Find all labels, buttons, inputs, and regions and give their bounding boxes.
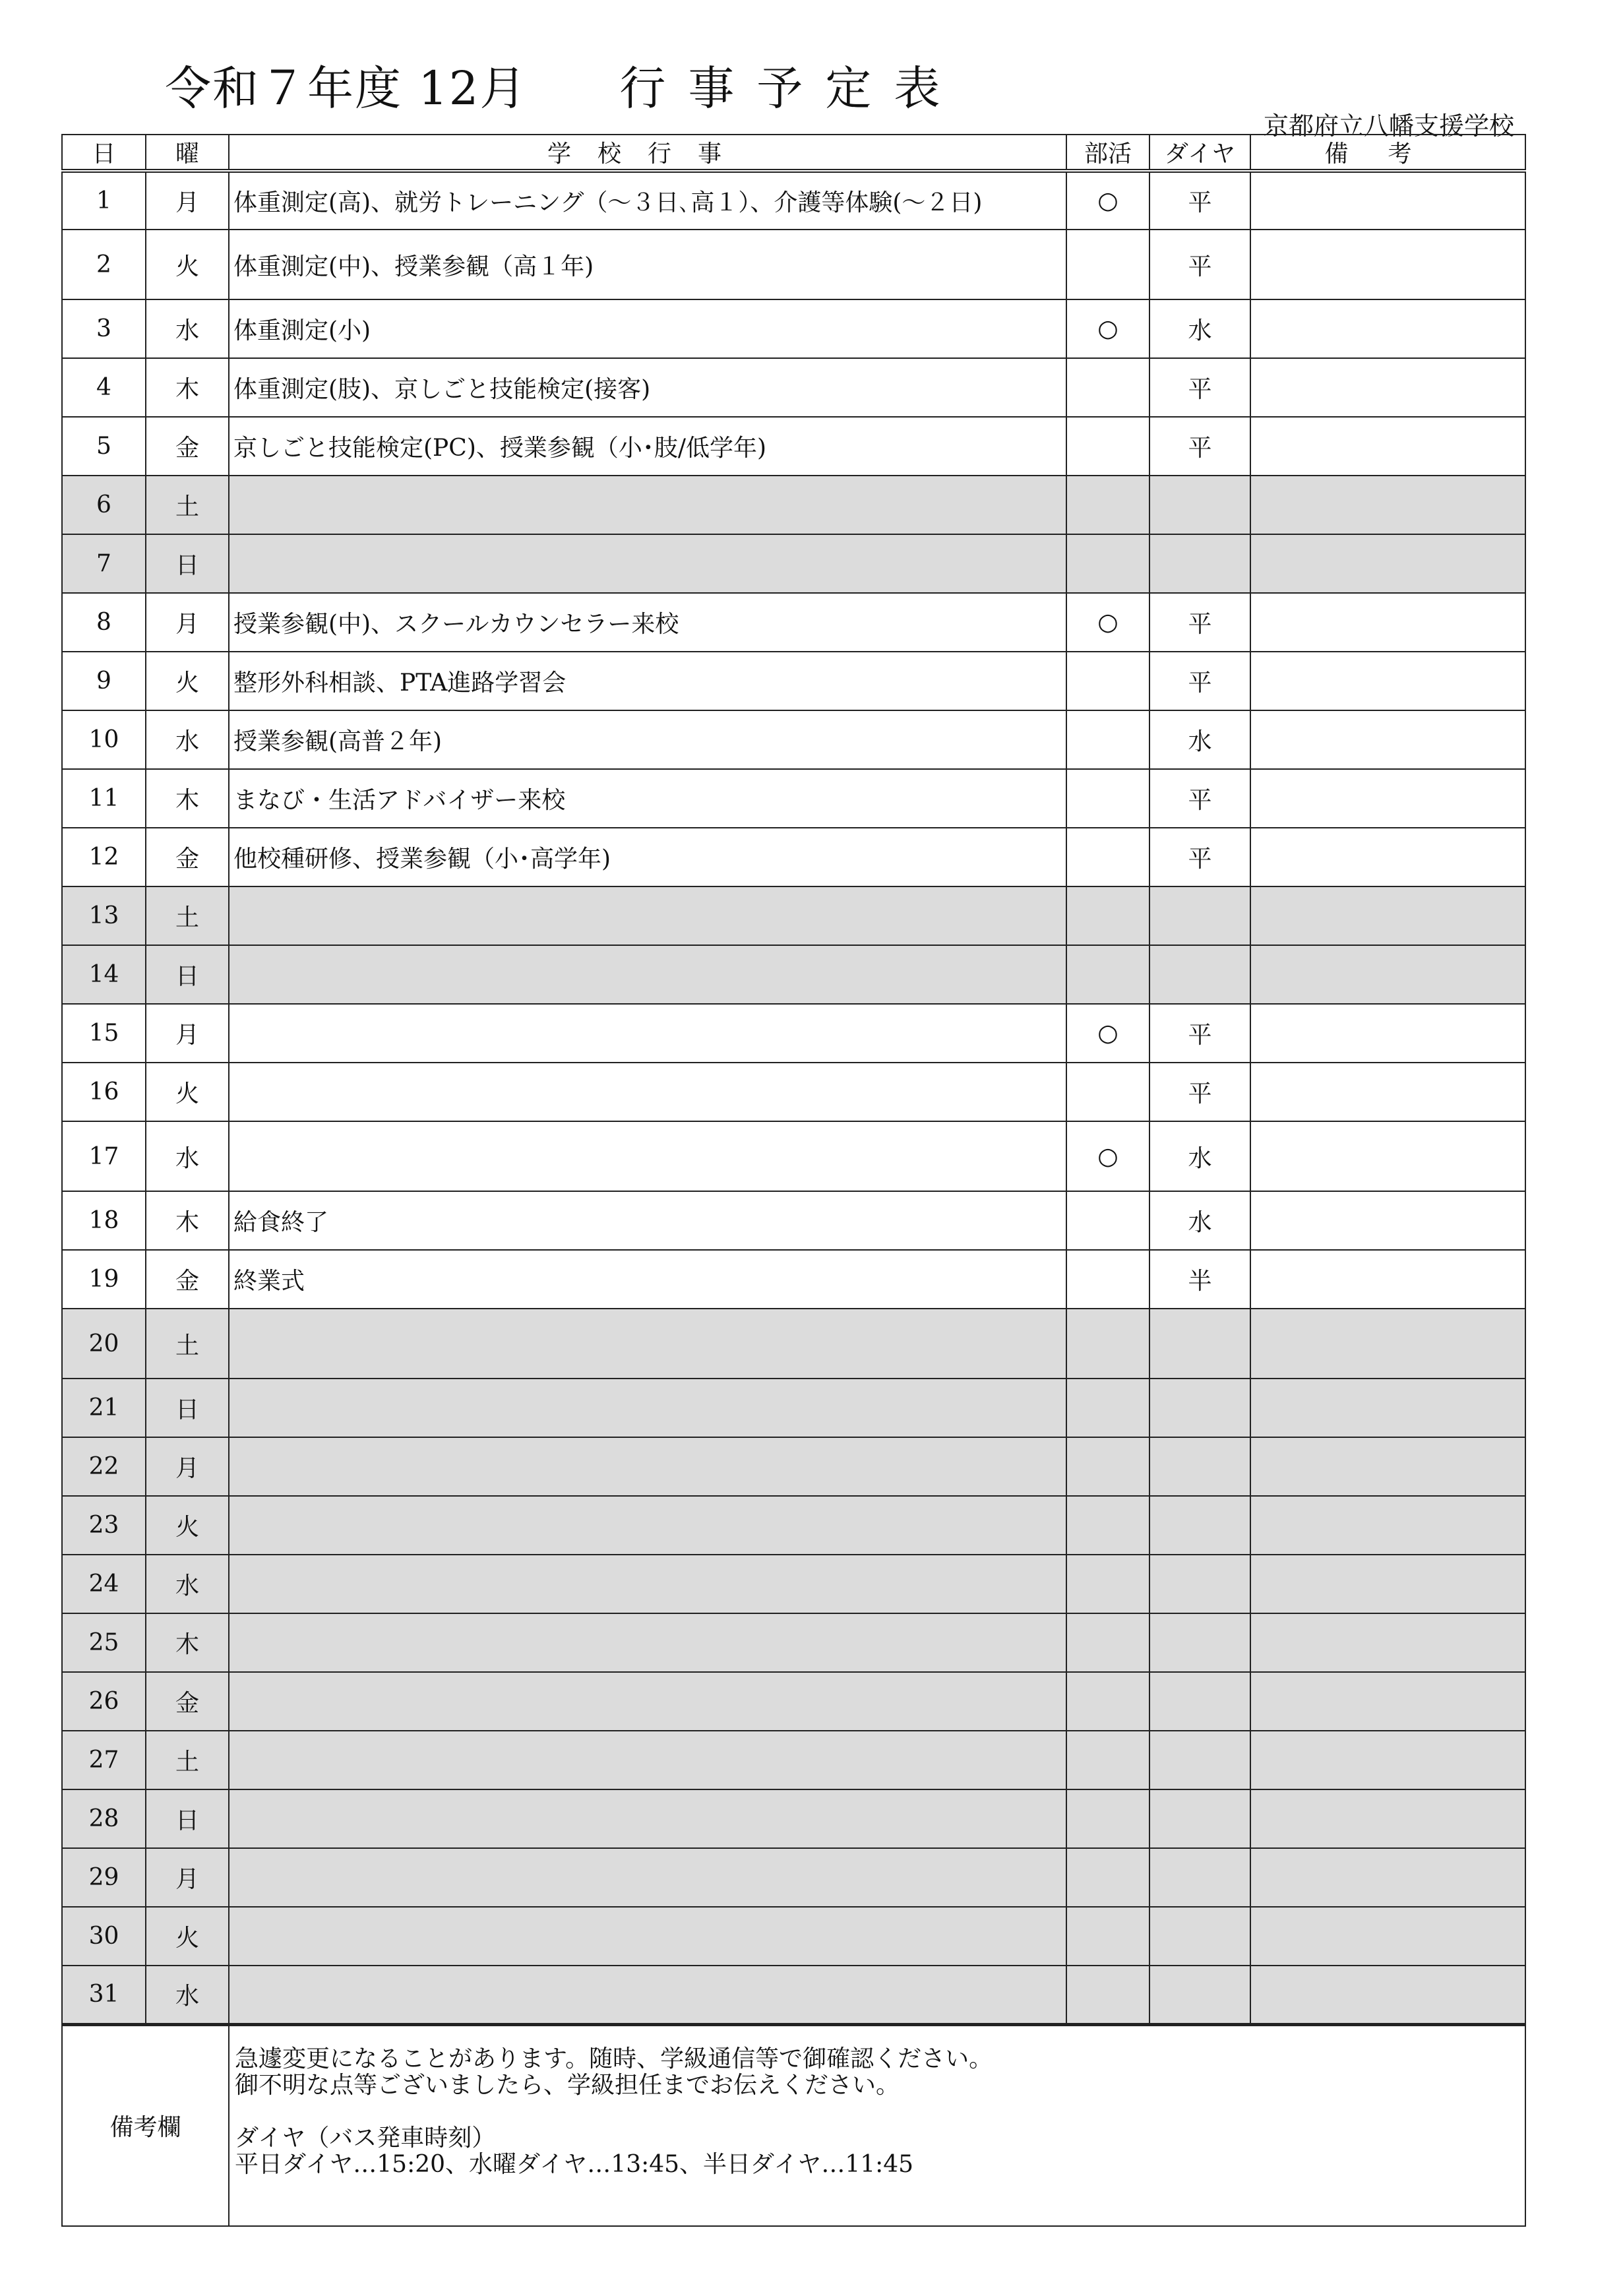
weekday-cell: 土 (146, 476, 229, 534)
weekday-cell: 土 (146, 1309, 229, 1379)
remarks-line: 平日ダイヤ…15:20、水曜ダイヤ…13:45、半日ダイヤ…11:45 (235, 2150, 914, 2178)
event-cell: 授業参観(高普２年) (229, 710, 1066, 769)
school-name: 京都府立八幡支援学校 (1263, 111, 1514, 140)
weekday-cell: 水 (146, 1966, 229, 2024)
notes-cell (1250, 1731, 1525, 1789)
event-cell (229, 476, 1066, 534)
notes-cell (1250, 1848, 1525, 1907)
schedule-row (62, 1121, 1525, 1191)
schedule-row (62, 1731, 1525, 1789)
event-cell (229, 1309, 1066, 1379)
remarks-line: 御不明な点等ございましたら、学級担任までお伝えください。 (235, 2071, 900, 2099)
notes-cell (1250, 1555, 1525, 1613)
club-cell (1066, 1250, 1149, 1309)
club-cell (1066, 1966, 1149, 2024)
header-dia: ダイヤ (1149, 135, 1250, 171)
weekday-cell: 火 (146, 652, 229, 710)
header-events: 学校行事 (229, 135, 1066, 171)
club-cell (1066, 230, 1149, 299)
day-cell: 7 (62, 534, 146, 593)
day-cell: 15 (62, 1004, 146, 1063)
schedule-row (62, 945, 1525, 1004)
remarks-line: ダイヤ（バス発車時刻） (235, 2124, 496, 2152)
schedule-row (62, 171, 1525, 230)
day-cell: 4 (62, 358, 146, 417)
schedule-row (62, 1966, 1525, 2024)
event-cell: 終業式 (229, 1250, 1066, 1309)
dia-cell (1149, 1555, 1250, 1613)
club-cell (1066, 1731, 1149, 1789)
dia-cell (1149, 945, 1250, 1004)
dia-cell: 平 (1149, 171, 1250, 230)
schedule-row (62, 1672, 1525, 1731)
notes-cell (1250, 417, 1525, 476)
day-cell: 14 (62, 945, 146, 1004)
notes-cell (1250, 171, 1525, 230)
schedule-row (62, 476, 1525, 534)
club-cell (1066, 886, 1149, 945)
club-cell (1066, 1789, 1149, 1848)
club-cell (1066, 1063, 1149, 1121)
weekday-cell: 火 (146, 1907, 229, 1966)
club-cell (1066, 1848, 1149, 1907)
schedule-row (62, 1907, 1525, 1966)
schedule-row (62, 652, 1525, 710)
dia-cell: 平 (1149, 593, 1250, 652)
day-cell: 29 (62, 1848, 146, 1907)
day-cell: 24 (62, 1555, 146, 1613)
weekday-cell: 金 (146, 1672, 229, 1731)
dia-cell (1149, 886, 1250, 945)
day-cell: 22 (62, 1437, 146, 1496)
remarks-content (229, 2024, 1525, 2226)
dia-cell: 平 (1149, 1004, 1250, 1063)
header-day: 日 (62, 135, 146, 171)
weekday-cell: 日 (146, 945, 229, 1004)
dia-cell (1149, 534, 1250, 593)
day-cell: 31 (62, 1966, 146, 2024)
weekday-cell: 火 (146, 1063, 229, 1121)
dia-cell: 平 (1149, 358, 1250, 417)
day-cell: 1 (62, 171, 146, 230)
notes-cell (1250, 1907, 1525, 1966)
schedule-row (62, 417, 1525, 476)
notes-cell (1250, 828, 1525, 886)
club-cell (1066, 1496, 1149, 1555)
club-cell (1066, 534, 1149, 593)
club-cell (1066, 1672, 1149, 1731)
schedule-row (62, 828, 1525, 886)
day-cell: 27 (62, 1731, 146, 1789)
notes-cell (1250, 1063, 1525, 1121)
day-cell: 2 (62, 230, 146, 299)
schedule-row (62, 1250, 1525, 1309)
notes-cell (1250, 1309, 1525, 1379)
event-cell (229, 1555, 1066, 1613)
dia-cell (1149, 1672, 1250, 1731)
club-cell (1066, 710, 1149, 769)
schedule-row (62, 593, 1525, 652)
event-cell (229, 534, 1066, 593)
event-cell: 体重測定(小) (229, 299, 1066, 358)
club-cell (1066, 945, 1149, 1004)
dia-cell (1149, 1789, 1250, 1848)
event-cell (229, 1907, 1066, 1966)
remarks-line: 急遽変更になることがあります。随時、学級通信等で御確認ください。 (235, 2045, 993, 2072)
club-cell (1066, 358, 1149, 417)
event-cell: 給食終了 (229, 1191, 1066, 1250)
weekday-cell: 金 (146, 1250, 229, 1309)
dia-cell: 平 (1149, 230, 1250, 299)
dia-cell (1149, 1907, 1250, 1966)
notes-cell (1250, 652, 1525, 710)
event-cell (229, 1789, 1066, 1848)
dia-cell: 水 (1149, 710, 1250, 769)
event-cell (229, 1004, 1066, 1063)
dia-cell: 水 (1149, 1121, 1250, 1191)
club-cell (1066, 1379, 1149, 1437)
event-cell (229, 1848, 1066, 1907)
weekday-cell: 月 (146, 1004, 229, 1063)
event-cell (229, 945, 1066, 1004)
schedule-row (62, 1555, 1525, 1613)
club-cell (1066, 1613, 1149, 1672)
event-cell (229, 1966, 1066, 2024)
dia-cell (1149, 476, 1250, 534)
event-cell: 授業参観(中)、スクールカウンセラー来校 (229, 593, 1066, 652)
dia-cell (1149, 1309, 1250, 1379)
notes-cell (1250, 534, 1525, 593)
club-cell (1066, 1555, 1149, 1613)
weekday-cell: 月 (146, 1437, 229, 1496)
dia-cell (1149, 1379, 1250, 1437)
club-cell (1066, 1437, 1149, 1496)
dia-cell: 平 (1149, 652, 1250, 710)
weekday-cell: 木 (146, 1613, 229, 1672)
notes-cell (1250, 710, 1525, 769)
title-label: 行事予定表 (619, 61, 963, 115)
event-cell: 体重測定(中)、授業参観（高１年) (229, 230, 1066, 299)
dia-cell (1149, 1496, 1250, 1555)
club-cell: ○ (1066, 1004, 1149, 1063)
schedule-row (62, 710, 1525, 769)
day-cell: 5 (62, 417, 146, 476)
schedule-row (62, 1437, 1525, 1496)
notes-cell (1250, 1437, 1525, 1496)
schedule-row (62, 769, 1525, 828)
event-cell (229, 1063, 1066, 1121)
day-cell: 25 (62, 1613, 146, 1672)
event-cell: 京しごと技能検定(PC)、授業参観（小･肢/低学年) (229, 417, 1066, 476)
weekday-cell: 月 (146, 593, 229, 652)
header-row (62, 135, 1525, 171)
day-cell: 10 (62, 710, 146, 769)
notes-cell (1250, 769, 1525, 828)
notes-cell (1250, 945, 1525, 1004)
dia-cell (1149, 1437, 1250, 1496)
weekday-cell: 金 (146, 417, 229, 476)
notes-cell (1250, 1379, 1525, 1437)
day-cell: 3 (62, 299, 146, 358)
page-title (165, 51, 962, 118)
weekday-cell: 火 (146, 1496, 229, 1555)
header-weekday: 曜 (146, 135, 229, 171)
weekday-cell: 水 (146, 710, 229, 769)
dia-cell (1149, 1966, 1250, 2024)
weekday-cell: 日 (146, 534, 229, 593)
event-cell (229, 1731, 1066, 1789)
schedule-row (62, 534, 1525, 593)
dia-cell: 平 (1149, 828, 1250, 886)
club-cell (1066, 1309, 1149, 1379)
schedule-row (62, 1004, 1525, 1063)
day-cell: 12 (62, 828, 146, 886)
notes-cell (1250, 1121, 1525, 1191)
weekday-cell: 木 (146, 769, 229, 828)
day-cell: 20 (62, 1309, 146, 1379)
notes-cell (1250, 1672, 1525, 1731)
club-cell: ○ (1066, 299, 1149, 358)
schedule-row (62, 358, 1525, 417)
event-cell (229, 886, 1066, 945)
weekday-cell: 火 (146, 230, 229, 299)
day-cell: 28 (62, 1789, 146, 1848)
schedule-row (62, 299, 1525, 358)
weekday-cell: 土 (146, 886, 229, 945)
schedule-row (62, 1496, 1525, 1555)
notes-cell (1250, 593, 1525, 652)
header-club: 部活 (1066, 135, 1149, 171)
weekday-cell: 水 (146, 1555, 229, 1613)
day-cell: 30 (62, 1907, 146, 1966)
club-cell (1066, 652, 1149, 710)
dia-cell (1149, 1613, 1250, 1672)
event-cell (229, 1613, 1066, 1672)
club-cell: ○ (1066, 1121, 1149, 1191)
schedule-row (62, 1191, 1525, 1250)
schedule-row (62, 1063, 1525, 1121)
event-cell: 体重測定(高)、就労トレーニング（～３日､高１）、介護等体験(～２日) (229, 171, 1066, 230)
schedule-table (61, 134, 1526, 2227)
schedule-row (62, 230, 1525, 299)
day-cell: 21 (62, 1379, 146, 1437)
dia-cell: 半 (1149, 1250, 1250, 1309)
notes-cell (1250, 1191, 1525, 1250)
club-cell (1066, 476, 1149, 534)
club-cell (1066, 828, 1149, 886)
day-cell: 16 (62, 1063, 146, 1121)
header-notes: 備考 (1250, 135, 1525, 171)
club-cell (1066, 1907, 1149, 1966)
notes-cell (1250, 358, 1525, 417)
event-cell: まなび・生活アドバイザー来校 (229, 769, 1066, 828)
weekday-cell: 日 (146, 1789, 229, 1848)
event-cell (229, 1672, 1066, 1731)
event-cell (229, 1437, 1066, 1496)
notes-cell (1250, 299, 1525, 358)
day-cell: 26 (62, 1672, 146, 1731)
event-cell: 他校種研修、授業参観（小･高学年) (229, 828, 1066, 886)
title-era-month: 令和７年度 12月 (165, 61, 528, 115)
day-cell: 8 (62, 593, 146, 652)
event-cell (229, 1496, 1066, 1555)
day-cell: 11 (62, 769, 146, 828)
weekday-cell: 水 (146, 299, 229, 358)
dia-cell: 平 (1149, 769, 1250, 828)
day-cell: 6 (62, 476, 146, 534)
schedule-row (62, 886, 1525, 945)
club-cell (1066, 1191, 1149, 1250)
weekday-cell: 金 (146, 828, 229, 886)
notes-cell (1250, 886, 1525, 945)
weekday-cell: 日 (146, 1379, 229, 1437)
notes-cell (1250, 230, 1525, 299)
day-cell: 19 (62, 1250, 146, 1309)
dia-cell (1149, 1848, 1250, 1907)
remarks-label: 備考欄 (62, 2024, 229, 2226)
event-cell: 体重測定(肢)、京しごと技能検定(接客) (229, 358, 1066, 417)
weekday-cell: 月 (146, 1848, 229, 1907)
day-cell: 17 (62, 1121, 146, 1191)
notes-cell (1250, 1613, 1525, 1672)
remarks-line (235, 2099, 1525, 2125)
day-cell: 23 (62, 1496, 146, 1555)
weekday-cell: 水 (146, 1121, 229, 1191)
weekday-cell: 土 (146, 1731, 229, 1789)
day-cell: 18 (62, 1191, 146, 1250)
day-cell: 9 (62, 652, 146, 710)
notes-cell (1250, 1966, 1525, 2024)
event-cell: 整形外科相談、PTA進路学習会 (229, 652, 1066, 710)
remarks-row (62, 2024, 1525, 2226)
weekday-cell: 月 (146, 171, 229, 230)
dia-cell (1149, 1731, 1250, 1789)
event-cell (229, 1379, 1066, 1437)
notes-cell (1250, 1496, 1525, 1555)
day-cell: 13 (62, 886, 146, 945)
weekday-cell: 木 (146, 358, 229, 417)
dia-cell: 平 (1149, 1063, 1250, 1121)
dia-cell: 平 (1149, 417, 1250, 476)
schedule-row (62, 1848, 1525, 1907)
notes-cell (1250, 1789, 1525, 1848)
dia-cell: 水 (1149, 1191, 1250, 1250)
club-cell: ○ (1066, 171, 1149, 230)
weekday-cell: 木 (146, 1191, 229, 1250)
notes-cell (1250, 1250, 1525, 1309)
schedule-row (62, 1379, 1525, 1437)
notes-cell (1250, 476, 1525, 534)
notes-cell (1250, 1004, 1525, 1063)
dia-cell: 水 (1149, 299, 1250, 358)
schedule-row (62, 1789, 1525, 1848)
event-cell (229, 1121, 1066, 1191)
club-cell (1066, 769, 1149, 828)
club-cell (1066, 417, 1149, 476)
club-cell: ○ (1066, 593, 1149, 652)
schedule-row (62, 1309, 1525, 1379)
schedule-row (62, 1613, 1525, 1672)
